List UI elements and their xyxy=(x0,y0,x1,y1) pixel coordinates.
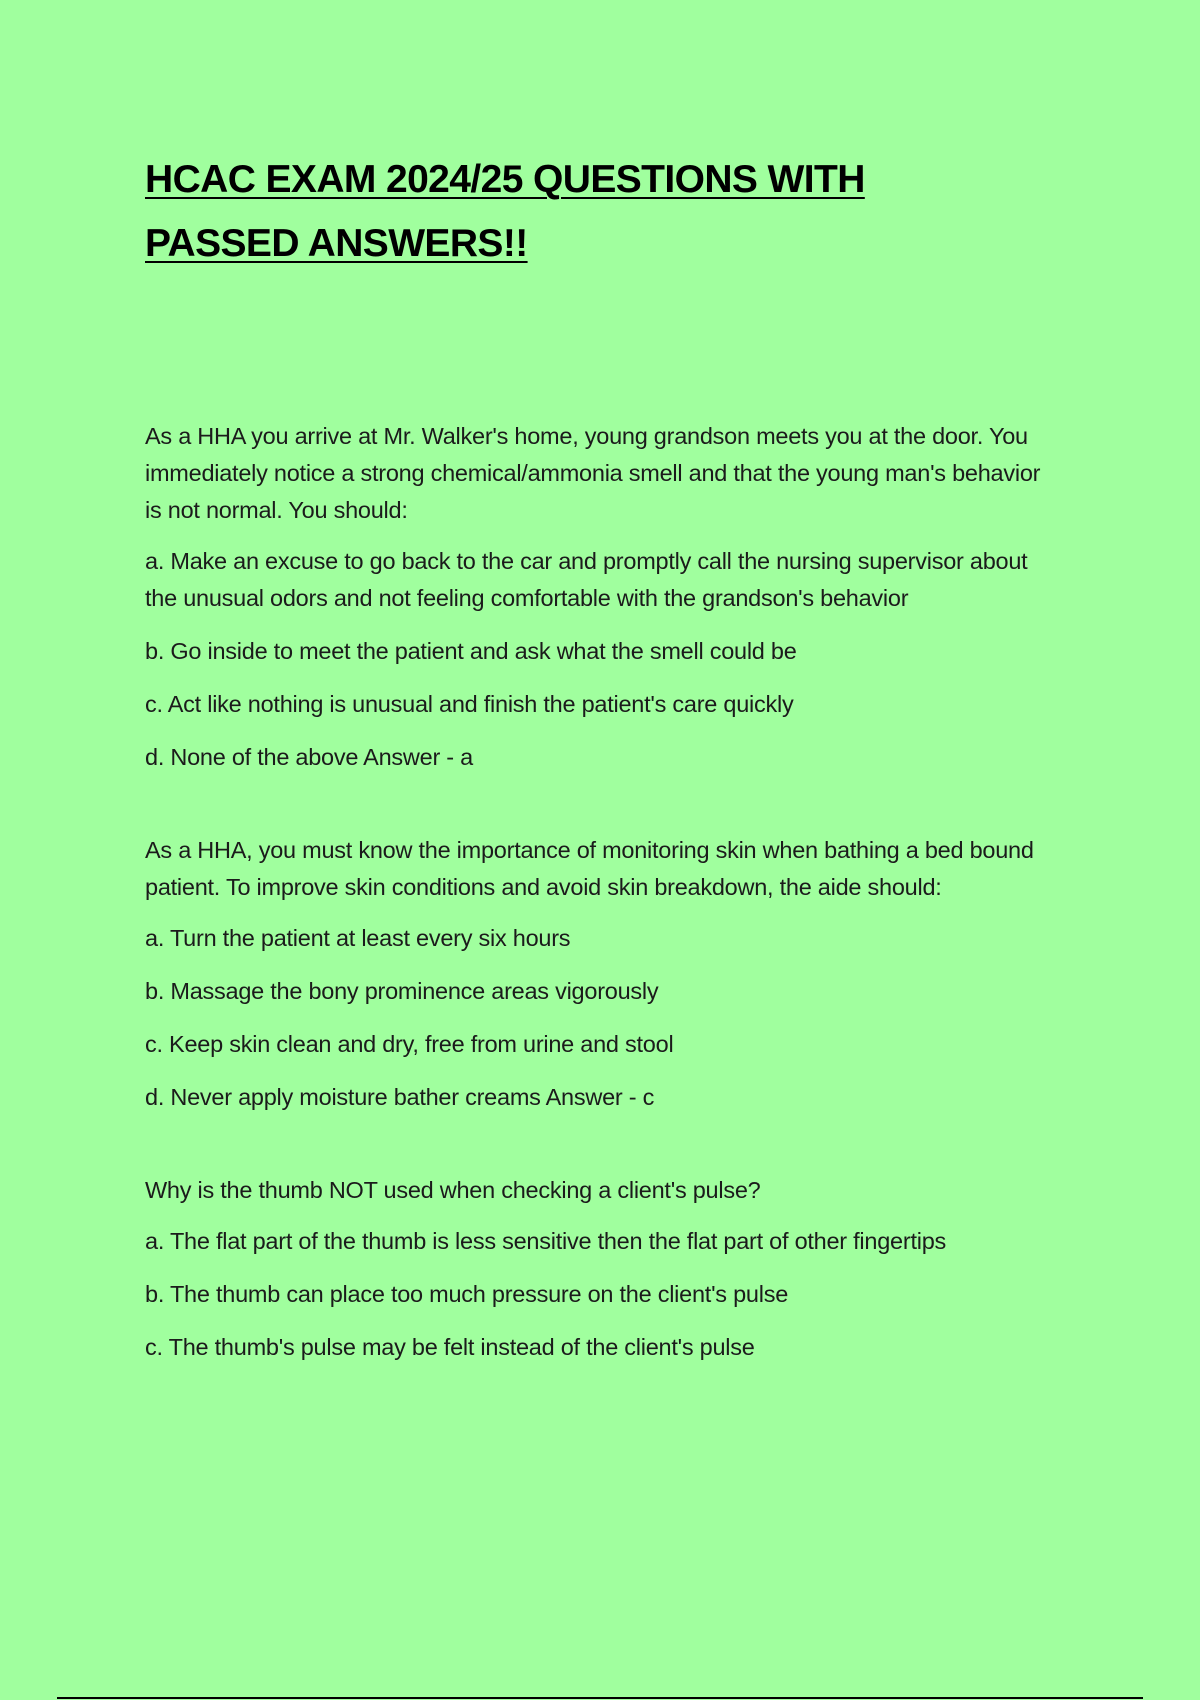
question-block xyxy=(145,1172,1045,1366)
question-stem: As a HHA, you must know the importance of monitoring skin when bathing a bed bound patient. To improve skin conditions and avoid skin breakdown, the aide should: xyxy=(145,837,1034,900)
answer-option: a. Make an excuse to go back to the car and promptly call the nursing supervisor about the unusual odors and not feeling comfortable with the grandson's behavior xyxy=(145,548,1028,611)
answer-option: d. Never apply moisture bather creams Answer - c xyxy=(145,1084,655,1110)
answer-option: a. Turn the patient at least every six hours xyxy=(145,925,571,951)
question-stem: As a HHA you arrive at Mr. Walker's home, young grandson meets you at the door. You immediately notice a strong chemical/ammonia smell and that the young man's behavior is not normal. You should: xyxy=(145,423,1041,523)
answer-option: c. Act like nothing is unusual and finish the patient's care quickly xyxy=(145,691,794,717)
answer-option: b. Massage the bony prominence areas vigorously xyxy=(145,978,659,1004)
answer-option: b. Go inside to meet the patient and ask what the smell could be xyxy=(145,638,797,664)
question-block xyxy=(145,832,1045,1116)
question-list xyxy=(145,418,1045,1366)
answer-option: b. The thumb can place too much pressure on the client's pulse xyxy=(145,1281,789,1307)
answer-option: c. Keep skin clean and dry, free from urine and stool xyxy=(145,1031,674,1057)
page-bottom-rule xyxy=(57,1697,1143,1699)
answer-option: a. The flat part of the thumb is less sensitive then the flat part of other fingertips xyxy=(145,1228,947,1254)
question-block xyxy=(145,418,1045,776)
answer-option: d. None of the above Answer - a xyxy=(145,744,473,770)
question-stem: Why is the thumb NOT used when checking a client's pulse? xyxy=(145,1177,761,1203)
document-page xyxy=(145,148,1045,1422)
document-title: HCAC EXAM 2024/25 QUESTIONS WITH PASSED ANSWERS!! xyxy=(145,158,865,265)
answer-option: c. The thumb's pulse may be felt instead of the client's pulse xyxy=(145,1334,755,1360)
